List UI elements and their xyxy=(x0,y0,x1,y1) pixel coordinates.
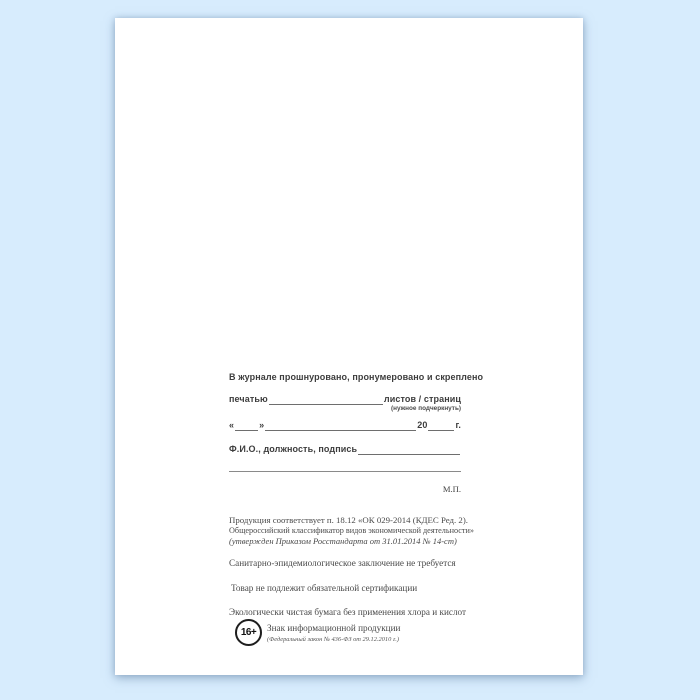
info-product-mark-title: Знак информационной продукции xyxy=(267,623,401,633)
blank-underline xyxy=(269,395,383,405)
date-line xyxy=(229,420,461,431)
okved-line-3: (утвержден Приказом Росстандарта от 31.01.2014 № 14-ст) xyxy=(229,536,457,546)
okved-line-1: Продукция соответствует п. 18.12 «ОК 029-2014 (КДЕС Ред. 2). xyxy=(229,515,468,525)
eco-paper-statement: Экологически чистая бумага без применения хлора и кислот xyxy=(229,607,467,617)
blank-full-underline xyxy=(229,463,461,472)
okved-line-2: Общероссийский классификатор видов экономической деятельности» xyxy=(229,525,474,535)
blank-month-underline xyxy=(265,421,416,431)
document-page xyxy=(115,18,583,675)
signature-line xyxy=(229,444,461,455)
close-quote: » xyxy=(259,420,265,430)
age-rating-16-plus-icon xyxy=(235,619,262,646)
sanitary-statement: Санитарно-эпидемиологическое заключение не требуется xyxy=(229,558,456,568)
stamp-line xyxy=(229,394,461,405)
blank-signature-underline xyxy=(358,445,460,455)
age-rating-label: 16+ xyxy=(240,627,257,638)
year-prefix: 20 xyxy=(417,420,428,430)
underline-note: (нужное подчеркнуть) xyxy=(390,405,461,412)
blank-day-underline xyxy=(235,421,258,431)
stitched-statement-heading: В журнале прошнуровано, пронумеровано и скреплено xyxy=(229,372,484,382)
year-suffix: г. xyxy=(455,420,461,430)
blank-year-underline xyxy=(428,421,454,431)
stamp-label: печатью xyxy=(229,394,268,404)
signature-label: Ф.И.О., должность, подпись xyxy=(229,444,358,454)
open-quote: « xyxy=(229,420,235,430)
info-product-mark-law: (Федеральный закон № 436-ФЗ от 29.12.2010 г.) xyxy=(267,635,400,643)
stamp-place-label: М.П. xyxy=(442,484,461,494)
sheets-pages-label: листов / страниц xyxy=(383,394,461,404)
certification-statement: Товар не подлежит обязательной сертификации xyxy=(231,583,418,593)
